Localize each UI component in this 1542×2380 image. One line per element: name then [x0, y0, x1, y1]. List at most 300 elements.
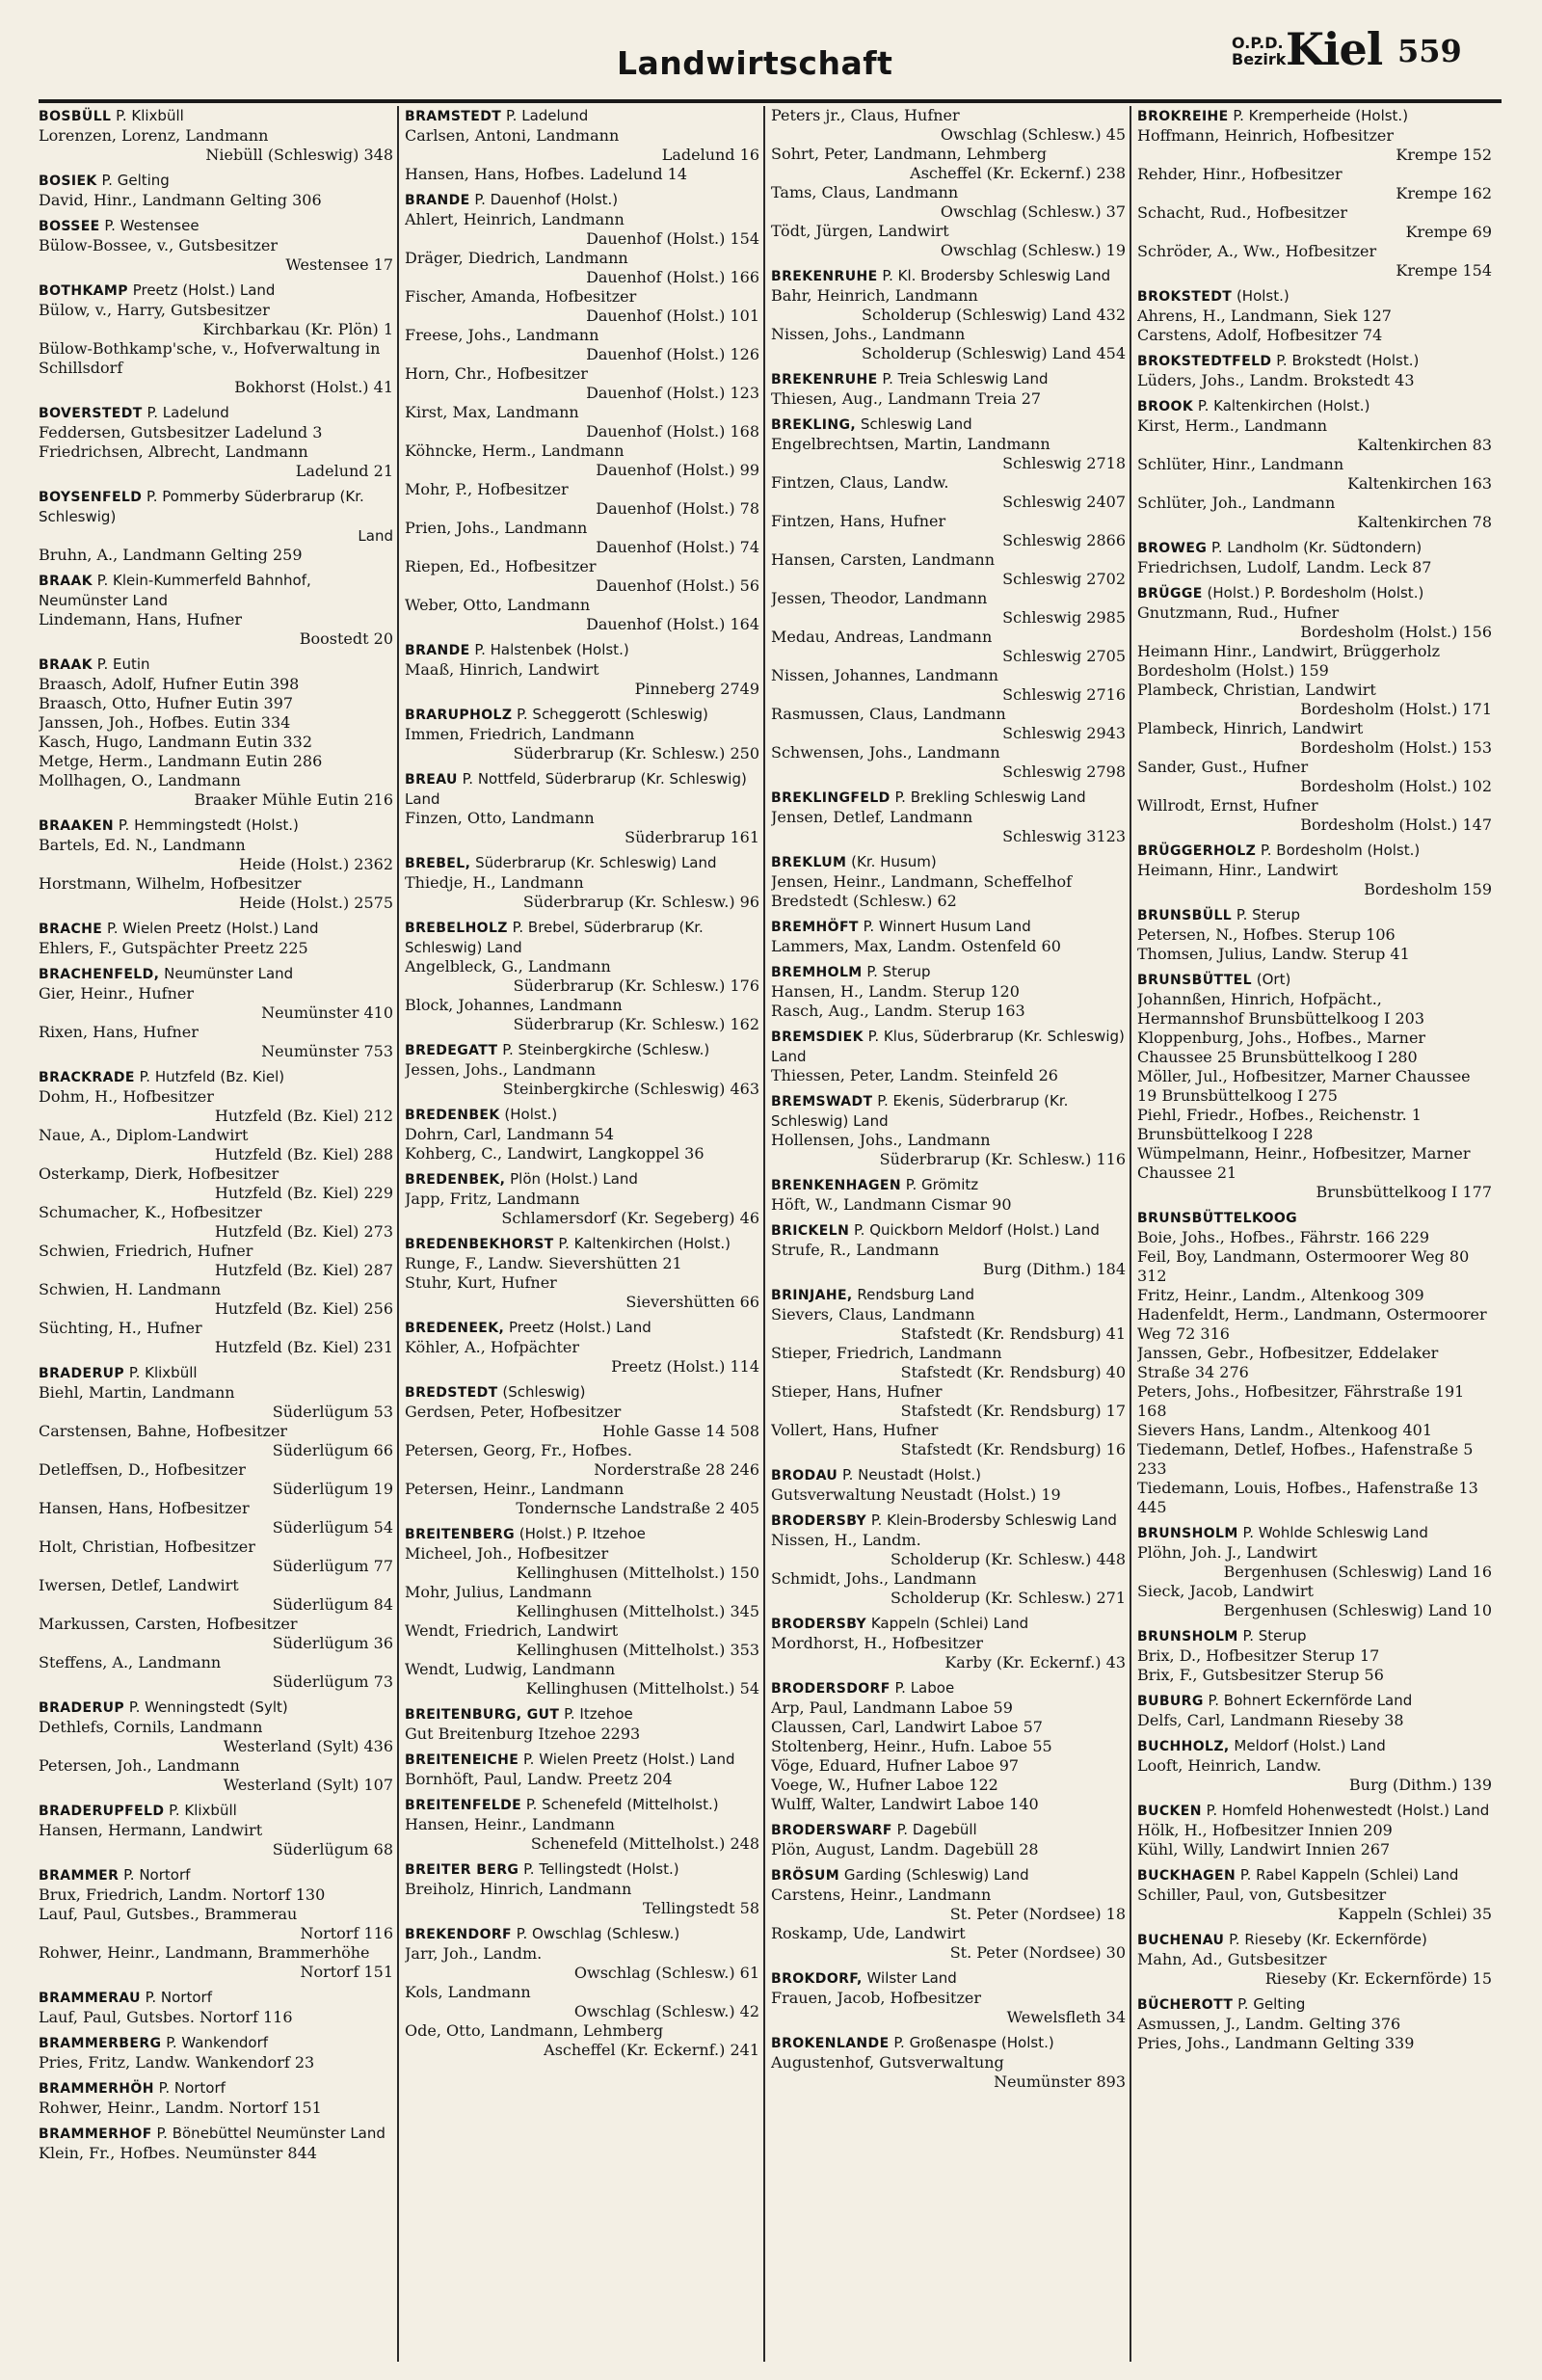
entry-phone: Süderlügum 19	[272, 1480, 393, 1498]
locality-name: BREITENFELDE	[405, 1798, 522, 1813]
locality-block	[39, 403, 393, 481]
entry-text: Plambeck, Christian, Landwirt	[1137, 681, 1376, 699]
locality-name: BRODERSWARF	[771, 1823, 892, 1838]
directory-entry	[771, 1485, 1126, 1505]
post-office: P. Rabel Kappeln (Schlei) Land	[1239, 1866, 1459, 1884]
entry-text: Schacht, Rud., Hofbesitzer	[1137, 203, 1348, 222]
entry-text: Ode, Otto, Landmann, Lehmberg	[405, 2021, 664, 2040]
entry-phone: Kaltenkirchen 78	[1357, 513, 1492, 531]
entry-text: Runge, F., Landw. Sievershütten 21	[405, 1254, 682, 1272]
directory-entry	[405, 1125, 759, 1144]
post-office: P. Großenaspe (Holst.)	[893, 2034, 1054, 2051]
entry-text: Riepen, Ed., Hofbesitzer	[405, 557, 597, 575]
entry-text: Fischer, Amanda, Hofbesitzer	[405, 287, 637, 306]
directory-entry	[771, 1756, 1126, 1776]
directory-entry	[1137, 307, 1492, 326]
locality-block	[771, 917, 1126, 956]
column-2	[405, 106, 759, 2362]
locality-name: BREITENBERG	[405, 1527, 515, 1542]
locality-name: BOSBÜLL	[39, 109, 112, 124]
locality-name: BRACKRADE	[39, 1070, 135, 1085]
locality-header	[771, 917, 1126, 937]
entry-text: Hansen, Hermann, Landwirt	[39, 1821, 263, 1839]
locality-block	[771, 414, 1126, 782]
post-office: P. Neustadt (Holst.)	[841, 1466, 981, 1484]
directory-entry	[1137, 1344, 1492, 1382]
locality-header	[405, 1859, 759, 1880]
entry-phone: Westerland (Sylt) 436	[223, 1737, 393, 1755]
entry-text: Plön, August, Landm. Dagebüll 28	[771, 1840, 1039, 1859]
locality-block	[405, 1105, 759, 1163]
entry-text: Köhncke, Herm., Landmann	[405, 441, 625, 460]
directory-entry	[771, 1840, 1126, 1859]
post-office: P. Klixbüll	[169, 1802, 237, 1819]
entry-text: Augustenhof, Gutsverwaltung	[771, 2053, 1004, 2072]
entry-phone: Süderlügum 53	[272, 1403, 393, 1421]
locality-name: BRUNSBÜLL	[1137, 908, 1233, 923]
entry-phone: Bergenhusen (Schleswig) Land 10	[1223, 1601, 1492, 1619]
directory-entry	[39, 1280, 393, 1319]
locality-block	[771, 1175, 1126, 1215]
post-office: P. Westensee	[104, 217, 199, 234]
post-office: Neumünster Land	[164, 965, 294, 982]
directory-entry	[771, 743, 1126, 782]
directory-entry	[1137, 2034, 1492, 2053]
entry-text: Steffens, A., Landmann	[39, 1653, 222, 1671]
locality-name: BROKENLANDE	[771, 2036, 890, 2051]
locality-block	[405, 1382, 759, 1518]
entry-text: Bartels, Ed. N., Landmann	[39, 836, 246, 854]
entry-text: Bahr, Heinrich, Landmann	[771, 286, 978, 305]
directory-entry	[771, 1698, 1126, 1718]
locality-name: BRODAU	[771, 1468, 838, 1484]
directory-entry	[1137, 1144, 1492, 1202]
entry-phone: Tellingstedt 58	[642, 1899, 759, 1917]
entry-text: Frauen, Jacob, Hofbesitzer	[771, 1989, 982, 2007]
directory-entry	[771, 183, 1126, 222]
post-office: P. Rieseby (Kr. Eckernförde)	[1229, 1931, 1427, 1948]
post-office: P. Sterup	[866, 963, 931, 980]
locality-block	[39, 1363, 393, 1692]
directory-entry	[39, 2099, 393, 2118]
post-office: (Holst.) P. Bordesholm (Holst.)	[1207, 584, 1424, 602]
directory-entry	[39, 1383, 393, 1422]
entry-phone: Tondernsche Landstraße 2 405	[516, 1499, 759, 1517]
locality-block	[405, 918, 759, 1034]
entry-text: Mohr, Julius, Landmann	[405, 1583, 593, 1601]
post-office: P. Ladelund	[505, 107, 589, 124]
locality-name: BRUNSHOLM	[1137, 1526, 1238, 1541]
entry-text: Breiholz, Hinrich, Landmann	[405, 1880, 632, 1898]
locality-header	[1137, 970, 1492, 990]
locality-block	[771, 1968, 1126, 2027]
entry-phone: Westensee 17	[285, 255, 393, 274]
locality-block	[405, 1704, 759, 1744]
locality-note: Land	[358, 527, 393, 545]
entry-text: Detleffsen, D., Hofbesitzer	[39, 1460, 246, 1479]
entry-phone: Süderlügum 68	[272, 1840, 393, 1859]
entry-phone: Norderstraße 28 246	[594, 1460, 759, 1479]
directory-entry	[39, 1885, 393, 1905]
directory-entry	[405, 1144, 759, 1163]
directory-entry	[771, 628, 1126, 666]
post-office: P. Klein-Kummerfeld Bahnhof, Neumünster Land	[39, 572, 311, 609]
entry-phone: Dauenhof (Holst.) 99	[596, 461, 759, 479]
locality-header	[771, 414, 1126, 435]
locality-header	[771, 1968, 1126, 1989]
post-office: Preetz (Holst.) Land	[509, 1319, 651, 1336]
bezirk-line: Bezirk	[1232, 50, 1287, 68]
locality-name: BÜCHEROTT	[1137, 1997, 1234, 2013]
entry-text: Dohrn, Carl, Landmann 54	[405, 1125, 615, 1143]
directory-entry	[771, 1421, 1126, 1459]
directory-entry	[771, 937, 1126, 956]
locality-name: BRAMMER	[39, 1868, 120, 1884]
entry-phone: Bergenhusen (Schleswig) Land 16	[1223, 1563, 1492, 1581]
locality-name: BRADERUP	[39, 1366, 125, 1381]
entry-phone: Schleswig 2718	[1002, 454, 1126, 472]
post-office: P. Kaltenkirchen (Holst.)	[558, 1235, 731, 1252]
post-office: P. Wankendorf	[166, 2034, 269, 2051]
locality-block	[1137, 583, 1492, 835]
locality-name: BROKDORF,	[771, 1971, 863, 1987]
post-office: (Holst.)	[1236, 287, 1289, 305]
post-office: P. Nortorf	[158, 2079, 226, 2097]
locality-block	[39, 655, 393, 810]
entry-phone: Stafstedt (Kr. Rendsburg) 41	[900, 1324, 1126, 1343]
locality-block	[405, 1169, 759, 1228]
directory-entry	[1137, 1382, 1492, 1421]
post-office: P. Klixbüll	[128, 1364, 198, 1381]
post-office: P. Wohlde Schleswig Land	[1242, 1524, 1428, 1541]
post-office: P. Ekenis, Süderbrarup (Kr. Schleswig) Land	[771, 1092, 1069, 1130]
directory-entry	[405, 557, 759, 596]
entry-text: Brix, F., Gutsbesitzer Sterup 56	[1137, 1666, 1384, 1684]
directory-entry	[771, 550, 1126, 589]
locality-name: BREDENBEKHORST	[405, 1237, 554, 1252]
locality-block	[39, 919, 393, 958]
entry-text: Petersen, N., Hofbes. Sterup 106	[1137, 925, 1396, 944]
opd-line: O.P.D.	[1232, 34, 1284, 52]
directory-entry	[405, 1338, 759, 1377]
locality-header	[39, 571, 393, 610]
entry-text: Claussen, Carl, Landwirt Laboe 57	[771, 1718, 1043, 1736]
entry-text: Thiessen, Peter, Landm. Steinfeld 26	[771, 1066, 1058, 1084]
directory-entry	[39, 1576, 393, 1615]
locality-name: BRÜGGE	[1137, 586, 1203, 602]
entry-phone: Owschlag (Schlesw.) 42	[573, 2002, 759, 2020]
locality-header	[1137, 1930, 1492, 1950]
locality-header	[405, 1234, 759, 1254]
entry-text: Ehlers, F., Gutspächter Preetz 225	[39, 939, 308, 957]
entry-text: Angelbleck, G., Landmann	[405, 957, 611, 976]
locality-block	[405, 769, 759, 847]
locality-header	[771, 1820, 1126, 1840]
directory-entry	[39, 713, 393, 733]
locality-name: BREKLING,	[771, 417, 857, 433]
directory-entry	[39, 1087, 393, 1126]
entry-text: Hollensen, Johs., Landmann	[771, 1131, 991, 1149]
locality-name: BUBURG	[1137, 1694, 1204, 1709]
post-office: P. Brokstedt (Holst.)	[1276, 352, 1420, 369]
entry-text: Arp, Paul, Landmann Laboe 59	[771, 1698, 1013, 1717]
entry-phone: Kirchbarkau (Kr. Plön) 1	[202, 320, 393, 338]
locality-block	[39, 1067, 393, 1357]
entry-phone: Dauenhof (Holst.) 56	[596, 576, 759, 595]
locality-header	[771, 1285, 1126, 1305]
directory-entry	[1137, 203, 1492, 242]
locality-header	[405, 1704, 759, 1725]
locality-header	[405, 918, 759, 957]
entry-text: Bülow, v., Harry, Gutsbesitzer	[39, 301, 270, 319]
locality-block	[1137, 106, 1492, 281]
directory-entry	[771, 1531, 1126, 1569]
directory-entry	[39, 675, 393, 694]
locality-name: BREBEL,	[405, 856, 471, 871]
entry-phone: Scholderup (Kr. Schlesw.) 448	[891, 1550, 1126, 1568]
directory-entry	[1137, 1247, 1492, 1286]
entry-phone: Hutzfeld (Bz. Kiel) 212	[214, 1107, 393, 1125]
entry-text: Johannßen, Hinrich, Hofpächt., Hermannshof Brunsbüttelkoog I 203	[1137, 990, 1424, 1028]
locality-header	[771, 1865, 1126, 1885]
locality-name: BOTHKAMP	[39, 283, 128, 299]
entry-phone: Hohle Gasse 14 508	[602, 1422, 759, 1440]
directory-entry	[1137, 603, 1492, 642]
entry-text: Engelbrechtsen, Martin, Landmann	[771, 435, 1050, 453]
locality-header	[405, 1750, 759, 1770]
entry-phone: Bordesholm 159	[1364, 880, 1492, 898]
locality-header	[1137, 396, 1492, 416]
directory-entry	[1137, 1286, 1492, 1305]
directory-entry	[1137, 796, 1492, 835]
locality-name: BREITENEICHE	[405, 1752, 519, 1768]
locality-header	[771, 962, 1126, 982]
directory-entry	[405, 165, 759, 184]
directory-entry	[39, 1319, 393, 1357]
entry-text: Hansen, Hans, Hofbesitzer	[39, 1499, 250, 1517]
entry-phone: Schenefeld (Mittelholst.) 248	[530, 1834, 759, 1853]
directory-entry	[1137, 719, 1492, 758]
entry-phone: Owschlag (Schlesw.) 61	[573, 1964, 759, 1982]
locality-block	[405, 1924, 759, 2060]
directory-entry	[1137, 126, 1492, 165]
directory-entry	[39, 442, 393, 481]
directory-entry	[39, 423, 393, 442]
directory-entry	[1137, 242, 1492, 281]
locality-block	[39, 487, 393, 565]
locality-name: BROWEG	[1137, 541, 1208, 556]
locality-name: BRANDE	[405, 643, 470, 658]
post-office: P. Gelting	[1237, 1995, 1306, 2013]
locality-name: BRANDE	[405, 193, 470, 208]
locality-header	[1137, 583, 1492, 603]
locality-header	[405, 106, 759, 126]
entry-phone: Ascheffel (Kr. Eckernf.) 241	[544, 2041, 759, 2059]
locality-header	[1137, 1523, 1492, 1543]
entry-text: Bülow-Bothkamp'sche, v., Hofverwaltung in Schillsdorf	[39, 339, 381, 377]
directory-entry	[1137, 1666, 1492, 1685]
locality-name: BUCHENAU	[1137, 1933, 1225, 1948]
entry-phone: Kaltenkirchen 163	[1347, 474, 1492, 493]
entry-phone: Schleswig 2798	[1002, 762, 1126, 781]
directory-entry	[1137, 758, 1492, 796]
column-divider	[397, 106, 399, 2362]
locality-block	[39, 2033, 393, 2072]
entry-text: Dohm, H., Hofbesitzer	[39, 1087, 214, 1106]
entry-text: Stieper, Hans, Hufner	[771, 1382, 943, 1401]
locality-name: BREDENBEK	[405, 1108, 500, 1123]
directory-entry	[405, 725, 759, 763]
entry-text: Gier, Heinr., Hufner	[39, 984, 195, 1003]
entry-phone: Burg (Dithm.) 184	[982, 1260, 1126, 1278]
locality-name: BRADERUPFELD	[39, 1804, 165, 1819]
locality-header	[405, 1105, 759, 1125]
directory-entry	[39, 771, 393, 810]
entry-phone: Süderbrarup 161	[625, 828, 759, 846]
directory-entry	[39, 1538, 393, 1576]
locality-name: BREBELHOLZ	[405, 921, 508, 936]
entry-text: Bülow-Bossee, v., Gutsbesitzer	[39, 236, 278, 254]
directory-entry	[39, 1615, 393, 1653]
locality-name: BREITENBURG, GUT	[405, 1707, 560, 1723]
entry-phone: St. Peter (Nordsee) 30	[949, 1943, 1126, 1962]
directory-entry	[39, 2144, 393, 2163]
locality-block	[405, 1318, 759, 1377]
directory-entry	[771, 222, 1126, 260]
entry-phone: Burg (Dithm.) 139	[1348, 1776, 1492, 1794]
locality-name: BREDENEEK,	[405, 1321, 505, 1336]
directory-entry	[771, 1634, 1126, 1672]
entry-text: Hansen, Hans, Hofbes. Ladelund 14	[405, 165, 688, 183]
directory-entry	[405, 957, 759, 996]
locality-header	[1137, 1865, 1492, 1885]
locality-block	[1137, 1736, 1492, 1795]
locality-header	[405, 640, 759, 660]
directory-entry	[39, 1499, 393, 1538]
locality-block	[1137, 1994, 1492, 2053]
entry-text: Nissen, Johs., Landmann	[771, 325, 966, 343]
directory-entry	[405, 210, 759, 249]
post-office: P. Scheggerott (Schleswig)	[517, 706, 708, 723]
entry-text: David, Hinr., Landmann Gelting 306	[39, 191, 322, 209]
post-office: Schleswig Land	[860, 415, 972, 433]
entry-text: Jessen, Theodor, Landmann	[771, 589, 988, 607]
entry-text: Schiller, Paul, von, Gutsbesitzer	[1137, 1885, 1387, 1904]
locality-name: BREKLINGFELD	[771, 790, 891, 806]
directory-entry	[771, 1241, 1126, 1279]
directory-entry	[405, 1770, 759, 1789]
entry-text: Nissen, Johannes, Landmann	[771, 666, 998, 684]
directory-entry	[771, 1569, 1126, 1608]
entry-phone: Kellinghusen (Mittelholst.) 345	[516, 1602, 759, 1620]
entry-phone: Bordesholm (Holst.) 156	[1300, 623, 1492, 641]
directory-entry	[771, 808, 1126, 846]
directory-entry	[405, 1983, 759, 2021]
entry-text: Rehder, Hinr., Hofbesitzer	[1137, 165, 1343, 183]
entry-text: Schlüter, Hinr., Landmann	[1137, 455, 1344, 473]
entry-text: Sievers Hans, Landm., Altenkoog 401	[1137, 1421, 1433, 1439]
directory-entry	[405, 1441, 759, 1480]
locality-name: BRAAK	[39, 657, 93, 673]
entry-phone: Bordesholm (Holst.) 102	[1300, 777, 1492, 795]
column-1	[39, 106, 393, 2362]
header-rule	[39, 99, 1502, 103]
entry-text: Ahrens, H., Landmann, Siek 127	[1137, 307, 1392, 325]
locality-header	[1137, 1691, 1492, 1711]
entry-text: Pries, Johs., Landmann Gelting 339	[1137, 2034, 1415, 2052]
locality-block	[771, 1614, 1126, 1672]
entry-phone: Dauenhof (Holst.) 166	[586, 268, 759, 286]
directory-entry	[771, 1195, 1126, 1215]
entry-text: Jensen, Detlef, Landmann	[771, 808, 973, 826]
locality-block	[1137, 1208, 1492, 1517]
directory-entry	[1137, 558, 1492, 577]
entry-text: Strufe, R., Landmann	[771, 1241, 940, 1259]
directory-entry	[39, 733, 393, 752]
directory-entry	[39, 546, 393, 565]
entry-text: Freese, Johs., Landmann	[405, 326, 599, 344]
entry-text: Mahn, Ad., Gutsbesitzer	[1137, 1950, 1327, 1968]
locality-header	[1137, 905, 1492, 925]
entry-text: Lorenzen, Lorenz, Landmann	[39, 126, 269, 145]
entry-text: Braasch, Otto, Hufner Eutin 397	[39, 694, 294, 712]
entry-text: Feddersen, Gutsbesitzer Ladelund 3	[39, 423, 323, 441]
directory-entry	[39, 1756, 393, 1795]
entry-text: Gnutzmann, Rud., Hufner	[1137, 603, 1340, 622]
entry-phone: Boostedt 20	[299, 629, 393, 648]
entry-text: Lüders, Johs., Landm. Brokstedt 43	[1137, 371, 1415, 389]
directory-entry	[771, 1382, 1126, 1421]
locality-header	[771, 1175, 1126, 1195]
directory-entry	[771, 1885, 1126, 1924]
directory-entry	[405, 1544, 759, 1583]
directory-entry	[1137, 1421, 1492, 1440]
post-office: P. Brekling Schleswig Land	[894, 789, 1086, 806]
locality-block	[405, 106, 759, 184]
entry-text: Heimann Hinr., Landwirt, Brüggerholz Bordesholm (Holst.) 159	[1137, 642, 1441, 680]
entry-phone: Bordesholm (Holst.) 171	[1300, 700, 1492, 718]
post-office: P. Nortorf	[123, 1866, 191, 1884]
entry-text: Thiedje, H., Landmann	[405, 873, 584, 892]
locality-header	[39, 1363, 393, 1383]
locality-block	[1137, 1930, 1492, 1989]
entry-text: Dräger, Diedrich, Landmann	[405, 249, 628, 267]
entry-text: Biehl, Martin, Landmann	[39, 1383, 235, 1402]
locality-block	[1137, 396, 1492, 532]
locality-block	[1137, 538, 1492, 577]
locality-header	[39, 964, 393, 984]
entry-text: Schumacher, K., Hofbesitzer	[39, 1203, 262, 1221]
directory-entry	[39, 1126, 393, 1164]
locality-name: BRADERUP	[39, 1700, 125, 1716]
locality-block	[1137, 905, 1492, 964]
post-office: P. Dauenhof (Holst.)	[474, 191, 619, 208]
locality-header	[405, 1382, 759, 1403]
directory-entry	[771, 982, 1126, 1002]
directory-entry	[771, 106, 1126, 145]
locality-block	[1137, 1626, 1492, 1685]
entry-text: Willrodt, Ernst, Hufner	[1137, 796, 1318, 815]
locality-block	[771, 852, 1126, 911]
post-office: Kappeln (Schlei) Land	[870, 1615, 1029, 1632]
locality-header	[39, 106, 393, 126]
entry-phone: Stafstedt (Kr. Rendsburg) 40	[900, 1363, 1126, 1381]
post-office: P. Hemmingstedt (Holst.)	[118, 816, 299, 834]
entry-text: Petersen, Heinr., Landmann	[405, 1480, 625, 1498]
directory-entry	[39, 126, 393, 165]
entry-text: Wümpelmann, Heinr., Hofbesitzer, Marner Chaussee 21	[1137, 1144, 1471, 1182]
directory-entry	[39, 874, 393, 913]
